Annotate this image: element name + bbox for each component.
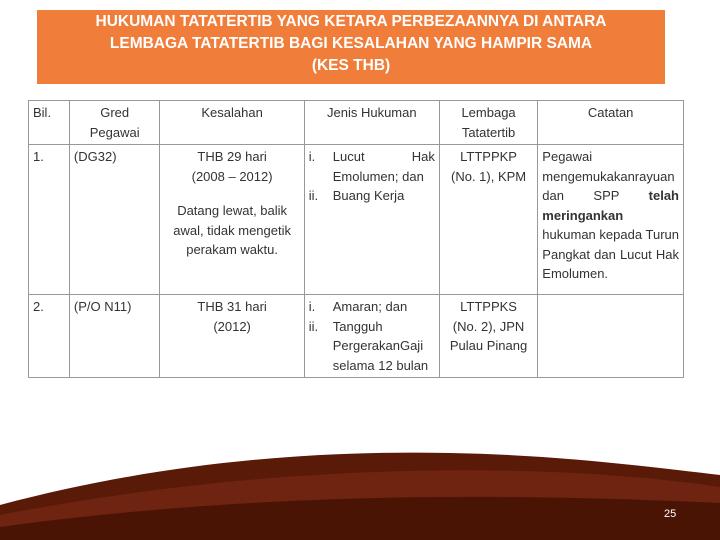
row-1-kesalahan-line-1: THB 29 hari bbox=[197, 149, 267, 164]
header-gred bbox=[69, 101, 160, 145]
row-1-hukuman-item bbox=[309, 186, 435, 206]
row-1-bil: 1. bbox=[29, 145, 70, 295]
page-number: 25 bbox=[664, 508, 677, 520]
header-gred-line-1: Gred bbox=[100, 105, 130, 120]
title-line-3: (KES THB) bbox=[311, 57, 391, 74]
row-1-jenis-hukuman bbox=[304, 145, 439, 295]
header-kesalahan: Kesalahan bbox=[160, 101, 304, 145]
row-2-jenis-hukuman bbox=[304, 295, 439, 378]
header-lembaga-line-1: Lembaga bbox=[461, 105, 516, 120]
row-2-hukuman-item bbox=[309, 317, 435, 376]
title-line-1: HUKUMAN TATATERTIB YANG KETARA PERBEZAANNYA DI ANTARA bbox=[95, 13, 607, 30]
row-1-hukuman-2-num: ii. bbox=[308, 188, 319, 203]
row-1-kesalahan-detail: Datang lewat, balik awal, tidak mengetik perakam waktu. bbox=[173, 203, 291, 257]
row-1-lembaga-line-2: (No. 1), KPM bbox=[451, 168, 527, 184]
row-1-gred: (DG32) bbox=[69, 145, 160, 295]
row-2-gred: (P/O N11) bbox=[69, 295, 160, 378]
header-row bbox=[29, 101, 684, 145]
row-2-lembaga-line-3: Pulau Pinang bbox=[449, 338, 528, 353]
header-gred-line-2: Pegawai bbox=[89, 124, 140, 140]
row-2-bil: 2. bbox=[29, 295, 70, 378]
row-2-lembaga-line-2: (No. 2), JPN bbox=[452, 318, 525, 334]
row-1-kesalahan-line-2: (2008 – 2012) bbox=[191, 168, 273, 184]
row-2-hukuman-1-text: Amaran; dan bbox=[332, 299, 408, 314]
header-lembaga bbox=[439, 101, 537, 145]
row-2-kesalahan-line-2: (2012) bbox=[213, 318, 251, 334]
table-row bbox=[29, 145, 684, 295]
table-row bbox=[29, 295, 684, 378]
row-2-hukuman-1-num: i. bbox=[308, 299, 316, 314]
punishment-table bbox=[28, 100, 684, 378]
row-1-catatan-pre: Pegawai mengemukakanrayuan dan SPP bbox=[542, 149, 675, 203]
title-banner bbox=[37, 10, 665, 84]
header-lembaga-line-2: Tatatertib bbox=[461, 124, 516, 140]
row-2-kesalahan bbox=[160, 295, 304, 378]
header-jenis-hukuman: Jenis Hukuman bbox=[304, 101, 439, 145]
row-2-lembaga bbox=[439, 295, 537, 378]
row-1-lembaga bbox=[439, 145, 537, 295]
row-1-hukuman-1-text: Lucut Hak Emolumen; dan bbox=[332, 149, 435, 184]
row-2-hukuman-2-num: ii. bbox=[308, 318, 319, 334]
title-line-2: LEMBAGA TATATERTIB BAGI KESALAHAN YANG HAMPIR SAMA bbox=[109, 35, 593, 52]
header-bil: Bil. bbox=[29, 101, 70, 145]
row-1-hukuman-item bbox=[309, 147, 435, 186]
row-1-catatan-post: hukuman kepada Turun Pangkat dan Lucut Hak Emolumen. bbox=[542, 227, 679, 281]
row-1-lembaga-line-1: LTTPPKP bbox=[460, 149, 517, 164]
row-2-catatan bbox=[538, 295, 684, 378]
row-2-lembaga-line-1: LTTPPKS bbox=[460, 299, 517, 314]
row-1-catatan-bold: telah meringankan bbox=[542, 188, 679, 223]
row-2-hukuman-item bbox=[309, 297, 435, 317]
footer-decoration bbox=[0, 445, 720, 540]
header-catatan: Catatan bbox=[538, 101, 684, 145]
row-2-hukuman-2-text: Tangguh PergerakanGaji selama 12 bulan bbox=[332, 318, 429, 373]
row-1-catatan bbox=[538, 145, 684, 295]
row-1-hukuman-1-num: i. bbox=[308, 149, 316, 164]
row-1-kesalahan bbox=[160, 145, 304, 295]
row-1-hukuman-2-text: Buang Kerja bbox=[332, 188, 405, 203]
row-2-kesalahan-line-1: THB 31 hari bbox=[197, 299, 267, 314]
